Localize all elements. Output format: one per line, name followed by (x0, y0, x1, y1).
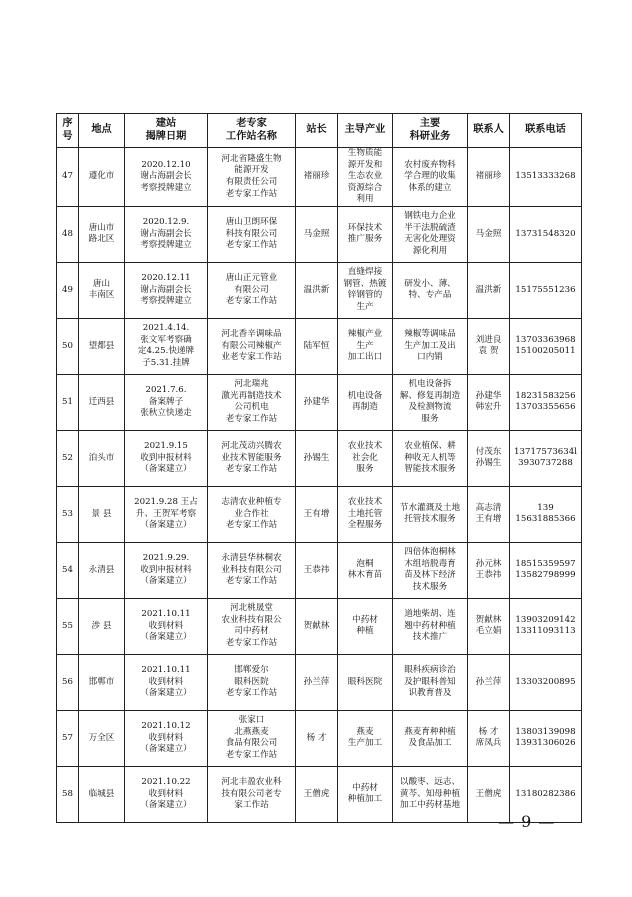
col-head-text: 孙锡生 (303, 452, 330, 463)
col-contact-text: 孙兰萍 (475, 676, 502, 687)
col-research-text: 四倍体泡桐林 木组培脱毒育 苗及林下经济 技术服务 (404, 547, 456, 593)
col-index-text: 54 (62, 564, 73, 575)
col-station-name-text: 河北省隆盛生物 能源开发 有限责任公司 老专家工作站 (221, 153, 282, 199)
col-location-cell (79, 598, 125, 654)
table-body (57, 148, 582, 823)
col-index-cell (57, 206, 79, 262)
col-date-text: 2021.10.11 收到材料 （备案建立） (140, 609, 192, 643)
table-row (57, 598, 582, 654)
col-head-text: 陆军恒 (303, 340, 330, 351)
col-location-cell (79, 206, 125, 262)
col-industry-text: 燕麦 生产加工 (347, 726, 383, 749)
col-date-text: 2020.12.9. 谢占海副会长 考察授牌建立 (140, 217, 192, 251)
col-index-text: 51 (62, 396, 73, 407)
col-industry-text: 农业技术 社会化 服务 (347, 441, 383, 475)
col-date-text: 2021.10.22 收到材料 （备案建立） (140, 777, 192, 811)
col-phone-text: 13731548320 (515, 228, 576, 239)
col-date-cell (125, 486, 208, 542)
header-row (57, 114, 582, 148)
header-label: 建站 揭牌日期 (145, 118, 187, 142)
col-head-cell (296, 710, 338, 766)
col-index-text: 55 (62, 620, 73, 631)
col-industry-text: 环保技术 推广服务 (347, 222, 383, 245)
col-contact-cell (468, 598, 510, 654)
col-industry-cell (338, 262, 393, 318)
col-index-cell (57, 766, 79, 822)
col-contact-text: 孙元林 王恭祎 (475, 558, 502, 581)
col-station-name-cell (208, 262, 296, 318)
col-index-cell (57, 598, 79, 654)
col-research-text: 道地柴胡、连 翘中药材种植 技术推广 (404, 609, 456, 643)
table-row (57, 710, 582, 766)
col-station-name-cell (208, 654, 296, 710)
col-date-text: 2020.12.10 谢占海副会长 考察授牌建立 (140, 159, 192, 193)
table-row (57, 542, 582, 598)
col-research-text: 燕麦育种种植 及食品加工 (404, 726, 456, 749)
col-research-cell (393, 542, 468, 598)
col-location-text: 泊头市 (88, 452, 115, 463)
station-table (56, 113, 582, 823)
table-row (57, 430, 582, 486)
col-date-cell (125, 206, 208, 262)
col-contact-cell (468, 374, 510, 430)
col-contact-text: 贺献林 毛立娟 (475, 614, 502, 637)
col-station-name-cell (208, 318, 296, 374)
header-col-index (57, 114, 79, 148)
col-index-text: 53 (62, 508, 73, 519)
col-phone-text: 13803139098 13931306026 (515, 726, 576, 749)
col-phone-text: 139 15631885366 (515, 502, 576, 525)
col-phone-cell (510, 374, 582, 430)
table-row (57, 654, 582, 710)
table-header (57, 114, 582, 148)
col-index-cell (57, 148, 79, 207)
col-head-cell (296, 148, 338, 207)
col-station-name-text: 河北瑞兆 激光再制造技术 公司机电 老专家工作站 (221, 379, 282, 425)
col-date-cell (125, 262, 208, 318)
col-index-text: 50 (62, 340, 73, 351)
header-col-research (393, 114, 468, 148)
col-head-text: 贺献林 (303, 620, 330, 631)
col-research-cell (393, 766, 468, 822)
col-date-cell (125, 598, 208, 654)
col-station-name-text: 志清农业种植专 业合作社 老专家工作站 (221, 497, 282, 531)
col-contact-text: 王僧虎 (475, 788, 502, 799)
col-date-cell (125, 542, 208, 598)
col-contact-text: 付茂东 孙锡生 (475, 446, 502, 469)
col-contact-text: 高志清 王有增 (475, 502, 502, 525)
col-industry-text: 直缝焊接 钢管、热镀 锌钢管的 生产 (343, 267, 387, 313)
col-contact-cell (468, 486, 510, 542)
col-date-text: 2021.9.28 王占 升、王贺军考察 （备案建立） (134, 497, 198, 531)
col-station-name-cell (208, 148, 296, 207)
col-index-cell (57, 710, 79, 766)
col-station-name-cell (208, 710, 296, 766)
col-location-text: 望都县 (88, 340, 115, 351)
col-index-cell (57, 654, 79, 710)
col-contact-cell (468, 206, 510, 262)
col-station-name-text: 张家口 北燕燕麦 食品有限公司 老专家工作站 (225, 715, 278, 761)
col-station-name-text: 河北丰盈农业科 技有限公司老专 家工作站 (221, 777, 282, 811)
col-index-cell (57, 430, 79, 486)
col-research-cell (393, 206, 468, 262)
col-industry-cell (338, 374, 393, 430)
col-date-cell (125, 766, 208, 822)
header-label: 联系电话 (525, 124, 566, 136)
col-head-text: 孙兰萍 (303, 676, 330, 687)
header-col-head (296, 114, 338, 148)
col-phone-text: 18231583256 13703355656 (515, 390, 576, 413)
col-index-cell (57, 542, 79, 598)
header-col-phone (510, 114, 582, 148)
header-col-date (125, 114, 208, 148)
header-col-station-name (208, 114, 296, 148)
col-research-text: 机电设备拆 解、修复再制造 及检测物流 服务 (399, 379, 461, 425)
col-contact-text: 杨 才 席凤兵 (475, 726, 502, 749)
col-industry-cell (338, 430, 393, 486)
col-location-cell (79, 374, 125, 430)
table-row (57, 318, 582, 374)
col-station-name-text: 唐山正元管业 有限公司 老专家工作站 (225, 273, 278, 307)
col-station-name-cell (208, 486, 296, 542)
col-station-name-cell (208, 206, 296, 262)
col-research-text: 以酸枣、远志、 黄芩、知母种植 加工中药材基地 (399, 777, 461, 811)
col-industry-text: 生物质能 源开发和 生态农业 资源综合 利用 (347, 148, 383, 205)
col-phone-cell (510, 206, 582, 262)
col-industry-cell (338, 766, 393, 822)
col-research-text: 节水灌溉及土地 托管技术服务 (399, 502, 461, 525)
col-research-text: 农村废弃物科 学合理的收集 体系的建立 (404, 159, 456, 193)
col-date-text: 2021.4.14. 张文军考察确 定4.25.快递牌 子5.31.挂牌 (137, 323, 195, 369)
col-industry-text: 泡桐 林木育苗 (347, 558, 383, 581)
col-contact-cell (468, 542, 510, 598)
col-phone-cell (510, 262, 582, 318)
header-label: 序 号 (62, 118, 73, 142)
col-research-cell (393, 486, 468, 542)
col-index-text: 57 (62, 732, 73, 743)
col-head-text: 马金照 (303, 228, 330, 239)
col-phone-text: 13703363968 15100205011 (515, 334, 576, 357)
table-row (57, 486, 582, 542)
col-location-cell (79, 318, 125, 374)
col-station-name-text: 河北桃晟堂 农业科技有限公 司中药材 老专家工作站 (221, 603, 282, 649)
header-label: 主导产业 (344, 124, 386, 136)
col-date-cell (125, 318, 208, 374)
col-phone-text: 13513333268 (515, 171, 576, 182)
col-contact-cell (468, 654, 510, 710)
col-date-cell (125, 430, 208, 486)
col-industry-cell (338, 542, 393, 598)
col-head-text: 温洪新 (303, 284, 330, 295)
col-date-text: 2021.10.12 收到材料 （备案建立） (140, 721, 192, 755)
table-row (57, 374, 582, 430)
col-phone-cell (510, 654, 582, 710)
col-date-cell (125, 710, 208, 766)
col-location-text: 邯郸市 (88, 676, 115, 687)
col-industry-text: 眼科医院 (347, 676, 383, 687)
col-location-cell (79, 486, 125, 542)
col-contact-cell (468, 710, 510, 766)
col-research-text: 辣椒等调味品 生产加工及出 口内销 (404, 329, 456, 363)
page-number: — 9 — (498, 812, 556, 831)
col-index-cell (57, 374, 79, 430)
col-index-cell (57, 262, 79, 318)
col-head-cell (296, 654, 338, 710)
col-station-name-text: 唐山卫朗环保 科技有限公司 老专家工作站 (225, 217, 278, 251)
col-industry-text: 中药材 种植 (352, 614, 378, 637)
col-location-text: 万全区 (88, 732, 115, 743)
col-research-cell (393, 262, 468, 318)
col-head-cell (296, 374, 338, 430)
col-head-cell (296, 206, 338, 262)
col-contact-text: 孙建华 韩宏升 (475, 390, 502, 413)
table-row (57, 206, 582, 262)
col-research-text: 农业植保、耕 种收无人机等 智能技术服务 (404, 441, 456, 475)
col-location-text: 涉 县 (91, 620, 112, 631)
col-research-text: 钢铁电力企业 半干法脱硫渣 无害化处理资 源化利用 (404, 211, 456, 257)
header-label: 主要 科研业务 (409, 118, 451, 142)
col-location-cell (79, 710, 125, 766)
col-contact-text: 温洪新 (475, 284, 502, 295)
col-location-cell (79, 654, 125, 710)
col-index-cell (57, 318, 79, 374)
col-station-name-cell (208, 542, 296, 598)
col-location-text: 临城县 (88, 788, 115, 799)
col-index-cell (57, 486, 79, 542)
table-row (57, 262, 582, 318)
col-head-cell (296, 486, 338, 542)
header-label: 老专家 工作站名称 (226, 118, 277, 142)
col-station-name-text: 邯郸爱尔 眼科医院 老专家工作站 (225, 665, 278, 699)
col-date-text: 2020.12.11 谢占海副会长 考察授牌建立 (140, 273, 192, 307)
header-col-location (79, 114, 125, 148)
col-index-text: 52 (62, 452, 73, 463)
col-industry-cell (338, 710, 393, 766)
col-phone-text: 18515359597 13582798999 (515, 558, 576, 581)
col-head-cell (296, 598, 338, 654)
col-head-text: 孙建华 (303, 396, 330, 407)
col-research-cell (393, 430, 468, 486)
header-col-contact (468, 114, 510, 148)
col-industry-text: 中药材 种植加工 (347, 782, 383, 805)
col-phone-cell (510, 710, 582, 766)
col-station-name-text: 河北香辛调味品 有限公司辣椒产 业老专家工作站 (221, 329, 282, 363)
col-contact-text: 褚丽珍 (475, 171, 502, 182)
col-contact-cell (468, 262, 510, 318)
col-research-cell (393, 318, 468, 374)
col-location-text: 唐山 丰南区 (88, 278, 115, 301)
col-head-text: 褚丽珍 (303, 171, 330, 182)
table-row (57, 148, 582, 207)
col-date-cell (125, 148, 208, 207)
col-contact-text: 刘进良 袁 贺 (475, 334, 502, 357)
col-date-cell (125, 654, 208, 710)
col-location-text: 迁西县 (88, 396, 115, 407)
col-location-cell (79, 766, 125, 822)
col-research-cell (393, 710, 468, 766)
col-index-text: 49 (62, 284, 73, 295)
col-date-text: 2021.9.15 收到申报材料 （备案建立） (140, 441, 192, 475)
col-phone-text: 13903209142 13311093113 (515, 614, 576, 637)
col-industry-cell (338, 486, 393, 542)
col-head-cell (296, 430, 338, 486)
col-research-cell (393, 654, 468, 710)
col-station-name-text: 河北茂动兴腾农 业技术智能服务 老专家工作站 (221, 441, 282, 475)
col-phone-cell (510, 542, 582, 598)
col-location-cell (79, 148, 125, 207)
col-date-text: 2021.9.29. 收到申报材料 （备案建立） (140, 553, 192, 587)
col-date-text: 2021.7.6. 备案牌子 张秋立快递走 (140, 385, 192, 419)
col-head-text: 杨 才 (306, 732, 327, 743)
col-research-text: 研发小、薄、 特、专产品 (404, 278, 456, 301)
col-research-text: 眼科疾病诊治 及护眼科普知 识教育普及 (404, 665, 456, 699)
col-date-cell (125, 374, 208, 430)
col-index-text: 47 (62, 171, 73, 182)
col-location-text: 永清县 (88, 564, 115, 575)
col-contact-text: 马金照 (475, 228, 502, 239)
col-head-cell (296, 766, 338, 822)
header-col-industry (338, 114, 393, 148)
col-industry-cell (338, 148, 393, 207)
col-industry-text: 农业技术 土地托管 全程服务 (347, 497, 383, 531)
col-location-text: 景 县 (91, 508, 112, 519)
col-industry-cell (338, 598, 393, 654)
col-phone-cell (510, 598, 582, 654)
col-station-name-cell (208, 598, 296, 654)
col-index-text: 58 (62, 788, 73, 799)
col-head-text: 王僧虎 (303, 788, 330, 799)
col-date-text: 2021.10.11 收到材料 （备案建立） (140, 665, 192, 699)
col-phone-cell (510, 148, 582, 207)
header-label: 站长 (306, 124, 327, 136)
col-location-cell (79, 430, 125, 486)
col-research-cell (393, 598, 468, 654)
col-industry-cell (338, 206, 393, 262)
col-location-text: 唐山市 路北区 (88, 222, 115, 245)
col-industry-text: 机电设备 再制造 (347, 390, 383, 413)
col-industry-cell (338, 654, 393, 710)
col-head-cell (296, 318, 338, 374)
col-head-cell (296, 542, 338, 598)
col-station-name-cell (208, 766, 296, 822)
col-phone-text: 13303200895 (515, 676, 576, 687)
col-head-text: 王有增 (303, 508, 330, 519)
col-location-cell (79, 262, 125, 318)
col-location-text: 遵化市 (88, 171, 115, 182)
col-research-cell (393, 374, 468, 430)
col-industry-text: 辣椒产业 生产 加工出口 (347, 329, 383, 363)
col-head-text: 王恭祎 (303, 564, 330, 575)
col-phone-cell (510, 486, 582, 542)
col-location-cell (79, 542, 125, 598)
col-station-name-cell (208, 374, 296, 430)
col-index-text: 56 (62, 676, 73, 687)
col-contact-cell (468, 318, 510, 374)
col-phone-cell (510, 430, 582, 486)
col-contact-cell (468, 148, 510, 207)
col-head-cell (296, 262, 338, 318)
col-contact-cell (468, 430, 510, 486)
col-phone-text: 13180282386 (515, 788, 576, 799)
col-phone-text: 13717573634l 3930737288 (514, 446, 577, 469)
col-phone-text: 15175551236 (515, 284, 576, 295)
header-label: 联系人 (473, 124, 504, 136)
col-index-text: 48 (62, 228, 73, 239)
col-research-cell (393, 148, 468, 207)
header-label: 地点 (91, 124, 112, 136)
col-industry-cell (338, 318, 393, 374)
col-station-name-cell (208, 430, 296, 486)
col-phone-cell (510, 318, 582, 374)
col-station-name-text: 永清县华林桐农 业科技有限公司 老专家工作站 (221, 553, 282, 587)
